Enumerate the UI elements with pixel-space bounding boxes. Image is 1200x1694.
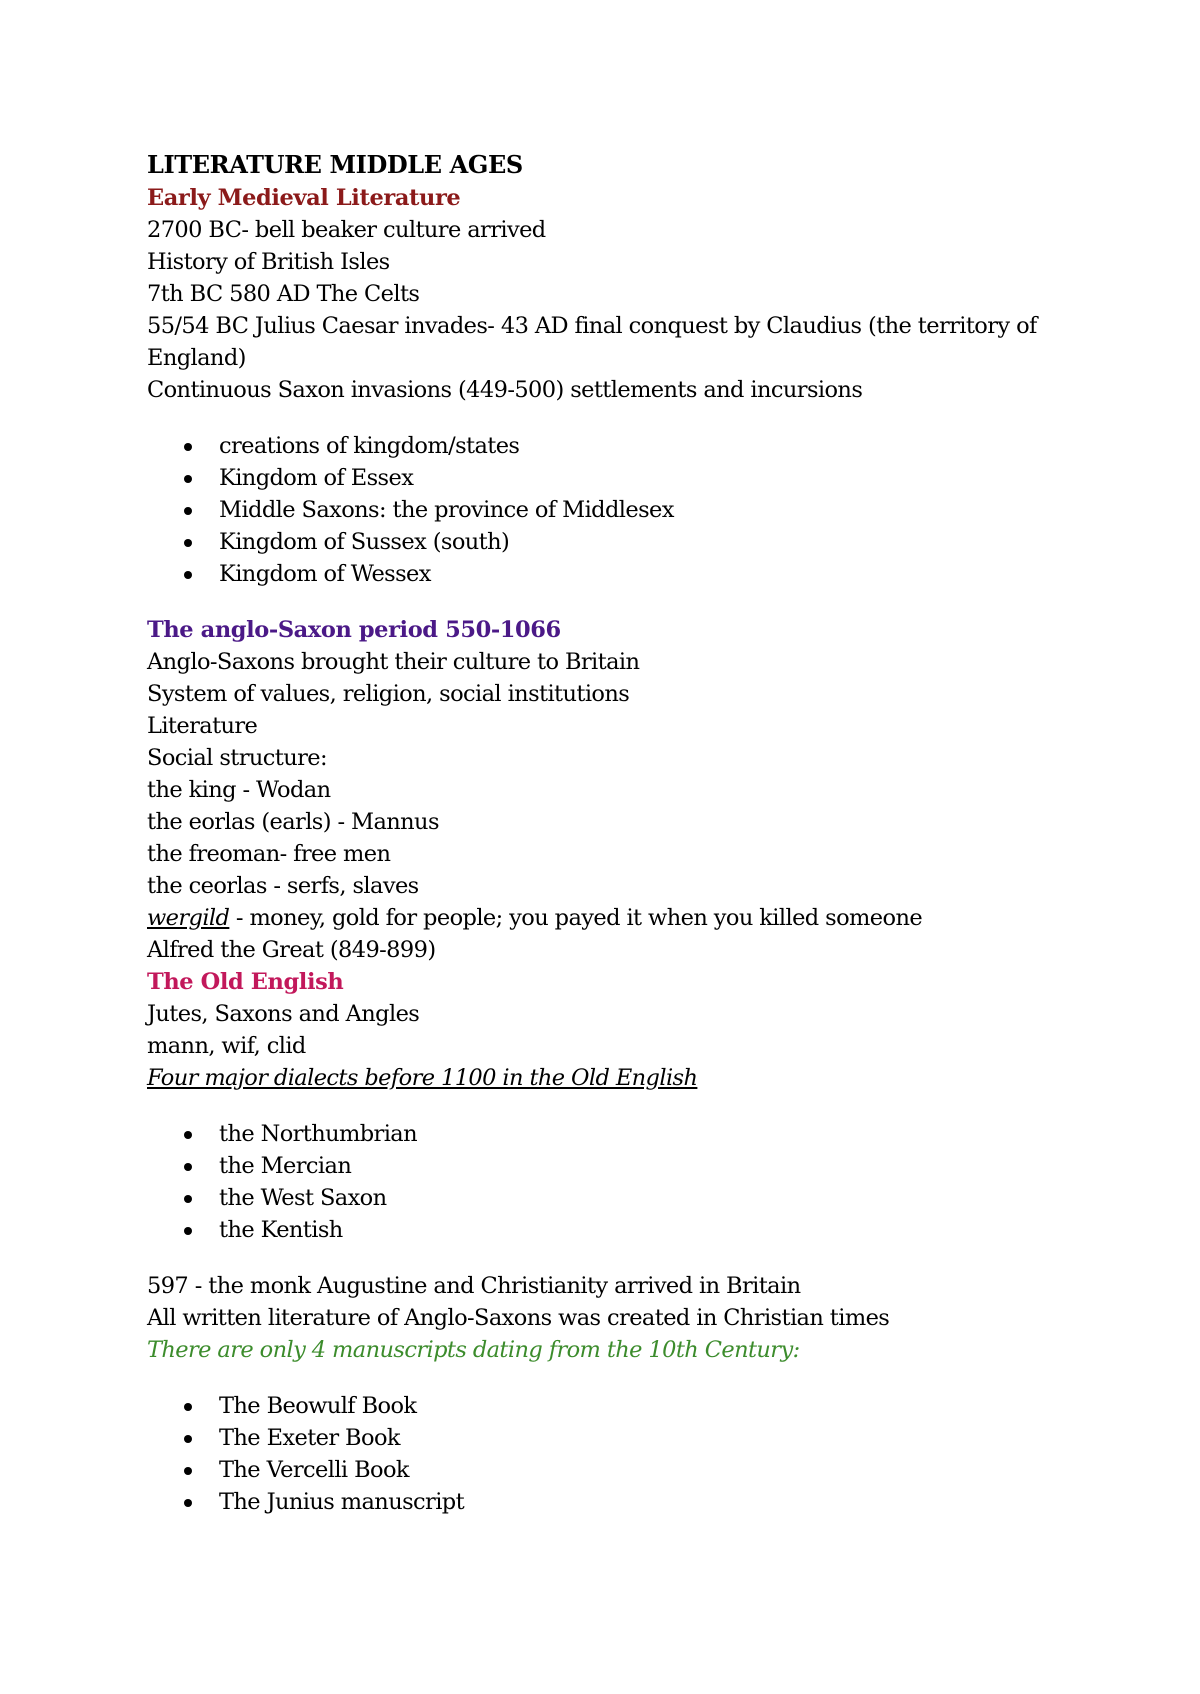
- bullet-icon: [184, 1163, 192, 1171]
- bullet-icon: [184, 443, 192, 451]
- text-line: the eorlas (earls) - Mannus: [147, 809, 439, 835]
- bullet-icon: [184, 1227, 192, 1235]
- text-line: Continuous Saxon invasions (449-500) settlements and incursions: [147, 377, 863, 403]
- text-line: Alfred the Great (849-899): [147, 937, 436, 963]
- list-item: Kingdom of Essex: [147, 462, 1077, 494]
- text-line: System of values, religion, social institutions: [147, 681, 630, 707]
- wergild-term: wergild: [147, 905, 230, 931]
- bullet-icon: [184, 1435, 192, 1443]
- text-line: mann, wif, clid: [147, 1033, 306, 1059]
- bullet-icon: [184, 1195, 192, 1203]
- text-line: the freoman- free men: [147, 841, 391, 867]
- list-item: the Northumbrian: [147, 1118, 1077, 1150]
- list-item: The Exeter Book: [147, 1422, 1077, 1454]
- list-item: Kingdom of Wessex: [147, 558, 1077, 590]
- text-line: All written literature of Anglo-Saxons was created in Christian times: [147, 1305, 890, 1331]
- list-item: The Junius manuscript: [147, 1486, 1077, 1518]
- bullet-icon: [184, 1467, 192, 1475]
- bullet-icon: [184, 507, 192, 515]
- text-line: Literature: [147, 713, 258, 739]
- text-line: the king - Wodan: [147, 777, 331, 803]
- list-item: The Vercelli Book: [147, 1454, 1077, 1486]
- section-heading-early-medieval: Early Medieval Literature: [147, 185, 461, 211]
- text-line: Social structure:: [147, 745, 327, 771]
- list-item: The Beowulf Book: [147, 1390, 1077, 1422]
- bullet-icon: [184, 1499, 192, 1507]
- text-line: the ceorlas - serfs, slaves: [147, 873, 419, 899]
- text-line: History of British Isles: [147, 249, 390, 275]
- list-item: the West Saxon: [147, 1182, 1077, 1214]
- text-line: 597 - the monk Augustine and Christianity arrived in Britain: [147, 1273, 801, 1299]
- text-line: 2700 BC- bell beaker culture arrived: [147, 217, 546, 243]
- bullet-icon: [184, 1131, 192, 1139]
- section-heading-old-english: The Old English: [147, 969, 344, 995]
- manuscripts-list: [147, 1390, 1077, 1518]
- manuscripts-note: There are only 4 manuscripts dating from the 10th Century:: [147, 1337, 800, 1363]
- bullet-icon: [184, 1403, 192, 1411]
- bullet-icon: [184, 475, 192, 483]
- list-item: the Kentish: [147, 1214, 1077, 1246]
- wergild-definition: - money, gold for people; you payed it when you killed someone: [229, 905, 923, 931]
- dialects-heading: Four major dialects before 1100 in the Old English: [147, 1065, 698, 1091]
- list-item: Middle Saxons: the province of Middlesex: [147, 494, 1077, 526]
- bullet-icon: [184, 539, 192, 547]
- kingdoms-list: [147, 430, 1077, 590]
- text-line: Anglo-Saxons brought their culture to Britain: [147, 649, 640, 675]
- list-item: creations of kingdom/states: [147, 430, 1077, 462]
- dialects-list: [147, 1118, 1077, 1246]
- wergild-line: [147, 902, 1077, 934]
- bullet-icon: [184, 571, 192, 579]
- list-item: Kingdom of Sussex (south): [147, 526, 1077, 558]
- list-item: the Mercian: [147, 1150, 1077, 1182]
- text-line: 55/54 BC Julius Caesar invades- 43 AD final conquest by Claudius (the territory of England): [147, 313, 1037, 371]
- document-title: LITERATURE MIDDLE AGES: [147, 150, 523, 179]
- text-line: 7th BC 580 AD The Celts: [147, 281, 420, 307]
- section-heading-anglo-saxon: The anglo-Saxon period 550-1066: [147, 617, 561, 643]
- text-line: Jutes, Saxons and Angles: [147, 1001, 420, 1027]
- document-page: [147, 148, 1077, 1542]
